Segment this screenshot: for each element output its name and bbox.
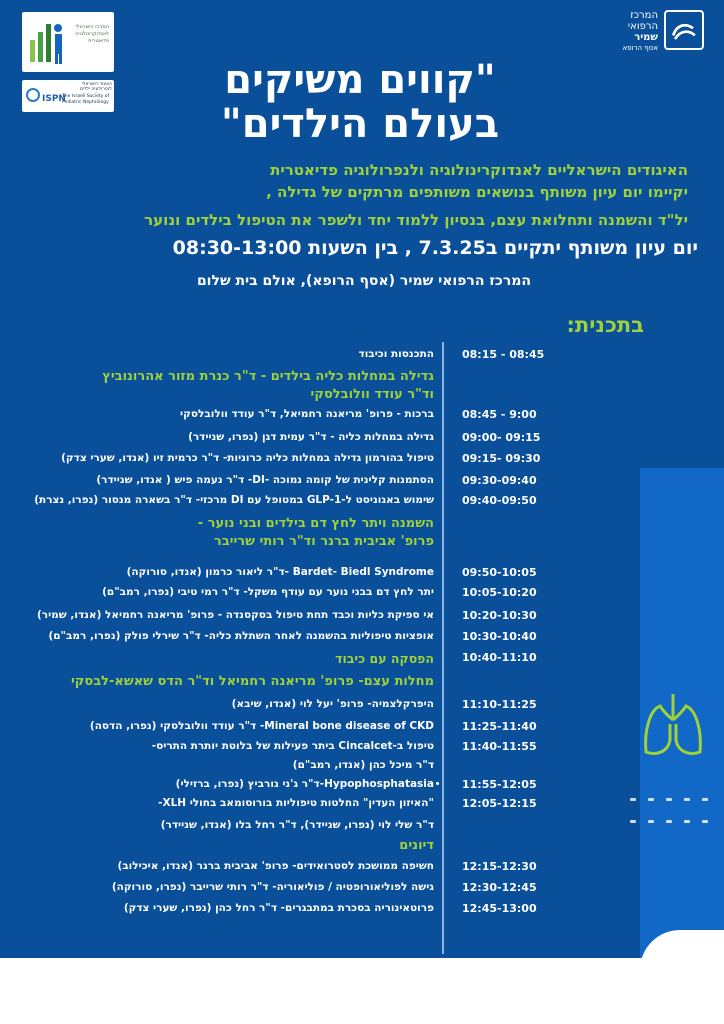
ispn-acronym: ISPN xyxy=(42,94,66,104)
row-time: 09:30-09:40 xyxy=(462,474,537,487)
decor-dots xyxy=(628,820,718,826)
row-desc: אי ספיקת כליות וכבד תחת טיפול בסקסנדה - פרופ' מריאנה רחמיאל (אנדו, שמיר) xyxy=(36,609,434,621)
row-time: 12:15-12:30 xyxy=(462,860,537,873)
decor-dots xyxy=(628,798,718,804)
row-time: 08:15 - 08:45 xyxy=(462,348,545,361)
shamir-sub: אסף הרופא xyxy=(622,44,658,52)
row-desc: טיפול ב-Cincalcet ביתר פעילות של בלוטת יותרת התריס- xyxy=(151,740,434,752)
ispn-hebrew-name: האיגוד הישראלי לנפרולוגיה ילדים xyxy=(80,82,112,92)
program-row xyxy=(0,586,724,606)
program-row xyxy=(0,778,724,798)
title-line2: בעולם הילדים" xyxy=(220,101,500,147)
row-desc: יתר לחץ דם בבני נוער עם עודף משקל- ד"ר רמי טיבי (נפרו, רמב"ם) xyxy=(102,586,434,598)
program-row xyxy=(0,431,724,451)
program-row xyxy=(0,720,724,740)
row-desc: "האיזון העדין" החלטות טיפוליות בורוסומאב בחולי XLH- xyxy=(158,797,434,809)
section-line: השמנה ויתר לחץ דם בילדים ובני נוער - xyxy=(197,516,434,531)
row-desc: טיפול בהורמון גדילה במחלות כליה כרוניות- ד"ר כרמית זיו (אנדו, שערי צדק) xyxy=(61,452,434,464)
shamir-line2: הרפואי xyxy=(627,21,658,32)
row-time: 11:25-11:40 xyxy=(462,720,537,733)
row-time: 10:30-10:40 xyxy=(462,630,537,643)
program-row xyxy=(0,348,724,368)
section-line: פרופ' אביבית ברנר וד"ר רותי שרייבר xyxy=(213,534,434,549)
program-row xyxy=(0,494,724,514)
endocrinology-logo-icon xyxy=(28,18,70,66)
section-heading xyxy=(14,368,434,404)
program-row xyxy=(0,566,724,586)
program-row xyxy=(0,797,724,817)
program-row xyxy=(0,698,724,718)
row-desc: חשיפה ממושכת לסטרואידים- פרופ' אביבית ברנר (אנדו, איכילוב) xyxy=(117,860,434,872)
program-row xyxy=(0,651,724,671)
page-title xyxy=(180,58,540,146)
row-desc: ברכות - פרופ' מריאנה רחמיאל, ד"ר עודד וולובלסקי xyxy=(180,408,434,420)
row-desc: Mineral bone disease of CKD- ד"ר עודד וולובלסקי (נפרו, הדסה) xyxy=(89,720,434,732)
program-row xyxy=(0,452,724,472)
decor-dot xyxy=(436,782,439,785)
program-row xyxy=(0,881,724,901)
lungs-icon xyxy=(638,690,708,762)
shamir-line1: המרכז xyxy=(630,10,658,21)
row-time: 10:20-10:30 xyxy=(462,609,537,622)
row-time: 10:05-10:20 xyxy=(462,586,537,599)
row-desc: Hypophosphatasia-ד"ר ג'ני גורביץ (נפרו, ברזילי) xyxy=(175,778,434,790)
program-row xyxy=(0,860,724,880)
endocrinology-logo xyxy=(22,12,114,72)
event-venue: המרכז הרפואי שמיר (אסף הרופא), אולם בית שלום xyxy=(196,273,532,289)
program-row xyxy=(0,630,724,650)
page-margin xyxy=(0,958,724,1024)
shamir-logo xyxy=(608,10,704,56)
section-line: דיונים xyxy=(399,838,434,853)
row-time: 09:40-09:50 xyxy=(462,494,537,507)
row-desc: Bardet- Biedl Syndrome -ד"ר ליאור כרמון (אנדו, סורוקה) xyxy=(126,566,434,578)
row-desc: הפסקה עם כיבוד xyxy=(335,651,434,666)
section-line: מחלות עצם- פרופ' מריאנה רחמיאל וד"ר הדס שאשא-לבסקי xyxy=(70,674,434,689)
ispn-logo xyxy=(22,80,114,112)
program-row xyxy=(0,740,724,760)
row-time: 12:30-12:45 xyxy=(462,881,537,894)
row-desc: אופציות טיפוליות בהשמנה לאחר השתלת כליה- ד"ר שירלי פולק (נפרו, רמב"ם) xyxy=(48,630,434,642)
event-dateline: יום עיון משותף יתקיים ב7.3.25 , בין השעות 08:30-13:00 xyxy=(172,237,698,259)
program-row xyxy=(0,609,724,629)
row-time: 11:40-11:55 xyxy=(462,740,537,753)
row-time: 08:45 - 9:00 xyxy=(462,408,537,421)
intro-line3: יל"ד והשמנה ותחלואת עצם, בנסיון ללמוד יחד ולשפר את הטיפול בילדים ונוער xyxy=(144,211,688,229)
row-desc: ד"ר שלי לוי (נפרו, שניידר), ד"ר רחל בלו (אנדו, שניידר) xyxy=(160,819,434,831)
row-desc: ד"ר מיכל כהן (אנדו, רמב"ם) xyxy=(292,759,434,771)
section-heading xyxy=(14,673,434,691)
row-desc: שימוש באגוניסט ל-GLP-1 במטופל עם DI מרכזי- ד"ר בשארה מנסור (נפרו, נצרת) xyxy=(34,494,434,506)
program-row xyxy=(0,408,724,428)
program-row-continuation xyxy=(0,819,724,839)
row-time: 12:45-13:00 xyxy=(462,902,537,915)
endocrinology-logo-text: המרכז הישראלי לאנדוקרינולוגיה פדיאטרית xyxy=(75,24,109,44)
ispn-logo-icon xyxy=(26,88,40,102)
row-time: 09:50-10:05 xyxy=(462,566,537,579)
row-time: 11:55-12:05 xyxy=(462,778,537,791)
shamir-line3: שמיר xyxy=(634,32,658,43)
section-line: גדילה במחלות כליה בילדים - ד"ר כנרת מזור אהרונוביץ xyxy=(102,369,434,384)
section-line: וד"ר עודד וולובלסקי xyxy=(310,387,434,402)
row-desc: הסתמנות קלינית של קומה נמוכה -DI- ד"ר נעמה פיש ( אנדו, שניידר) xyxy=(96,474,434,486)
row-desc: התכנסות וכיבוד xyxy=(358,348,434,360)
program-row-continuation xyxy=(0,759,724,779)
program-row xyxy=(0,474,724,494)
row-time: 09:00- 09:15 xyxy=(462,431,541,444)
intro-line2: יקיימו יום עיון משותף בנושאים משותפים מרתקים של גדילה , xyxy=(266,183,688,201)
row-desc: גישה לפוליאורופטיה / פוליאוריה- ד"ר רותי שרייבר (נפרו, סורוקה) xyxy=(111,881,434,893)
row-desc: היפרקלצמיה- פרופ' יעל לוי (אנדו, שיבא) xyxy=(231,698,434,710)
row-time: 09:15- 09:30 xyxy=(462,452,541,465)
row-desc: גדילה במחלות כליה - ד"ר עמית דגן (נפרו, שניידר) xyxy=(188,431,434,443)
program-title: בתכנית: xyxy=(566,313,644,337)
section-heading xyxy=(14,837,434,855)
row-time: 11:10-11:25 xyxy=(462,698,537,711)
shamir-logo-text xyxy=(608,10,658,54)
row-desc: פרוטאינוריה בסכרת במתבגרים- ד"ר רחל כהן (נפרו, שערי צדק) xyxy=(123,902,434,914)
program-row xyxy=(0,902,724,922)
shamir-logo-icon xyxy=(664,10,704,50)
ispn-english-name: The Israeli Society of Pediatric Nephrology xyxy=(62,94,110,105)
row-time: 12:05-12:15 xyxy=(462,797,537,810)
section-heading xyxy=(14,515,434,551)
row-time: 10:40-11:10 xyxy=(462,651,537,664)
intro-line1: האיגודים הישראליים לאנדוקרינולוגיה ולנפרולוגיה פדיאטרית xyxy=(270,161,688,179)
title-line1: "קווים משיקים xyxy=(224,57,496,103)
